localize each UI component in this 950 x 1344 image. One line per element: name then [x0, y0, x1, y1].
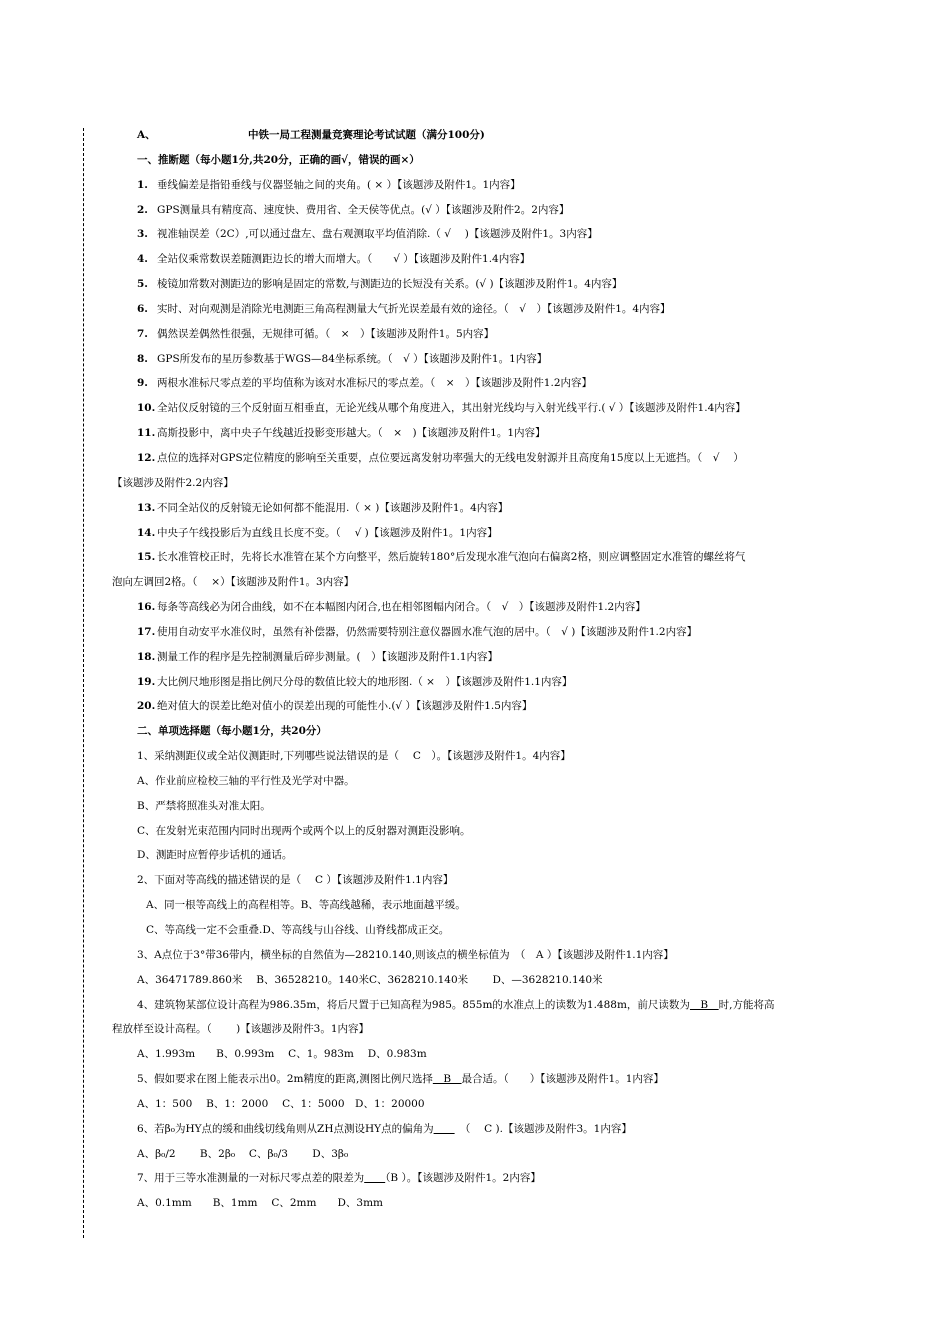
tf-question-text: 垂线偏差是指铅垂线与仪器竖轴之间的夹角。( × ）【该题涉及附件1。1内容】 [157, 178, 521, 191]
tf-question-number: 9. [137, 377, 148, 390]
tf-question-number: 17. [137, 625, 156, 638]
tf-question-number: 19. [137, 675, 156, 688]
title-prefix: A、 [137, 129, 156, 141]
tf-question-number: 3. [137, 228, 148, 241]
tf-question-number: 16. [137, 601, 156, 614]
mc-question-line: 1、采纳测距仪或全站仪测距时,下列哪些说法错误的是（ C ）。【该题涉及附件1。4内容】 [137, 750, 571, 763]
multiple-choice-list [112, 744, 838, 992]
tf-question-number: 8. [137, 352, 148, 365]
tf-question-number: 10. [137, 402, 156, 415]
tf-question-number: 2. [137, 203, 148, 216]
tf-question-item [112, 694, 838, 719]
tf-question-number: 6. [137, 302, 148, 315]
tf-question-number: 11. [137, 427, 156, 440]
section-1-heading: 一、推断题（每小题1分,共20分，正确的画√，错误的画×） [137, 153, 420, 166]
tf-question-text: 点位的选择对GPS定位精度的影响至关重要，点位要远离发射功率强大的无线电发射源并且高度角15度以上无遮挡。（ √ ） [157, 451, 744, 464]
question-7-line [112, 1166, 838, 1191]
q4-text-post: 时,方能将高 [718, 998, 775, 1011]
mc-question-line: 2、下面对等高线的描述错误的是（ C ）【该题涉及附件1.1内容】 [137, 874, 454, 887]
mc-question-line: A、36471789.860米 B、36528210。140米C、3628210.140米 D、—3628210.140米 [137, 973, 603, 986]
tf-question-item [112, 670, 838, 695]
tf-question-text: 视准轴误差（2C）,可以通过盘左、盘右观测取平均值消除.（ √ )【该题涉及附件1。3内容】 [157, 228, 598, 241]
tf-question-text: 偶然误差偶然性很强，无规律可循。（ × ）【该题涉及附件1。5内容】 [157, 327, 495, 340]
mc-question-line: C、在发射光束范围内同时出现两个或两个以上的反射器对测距没影响。 [137, 824, 471, 837]
tf-question-item [112, 247, 838, 272]
tf-question-number: 1. [137, 178, 148, 191]
question-5-line [112, 1067, 838, 1092]
exam-title-line [112, 123, 838, 148]
tf-question-item [112, 396, 838, 421]
question-4-line-1 [112, 993, 838, 1018]
mc-question-line: B、严禁将照准头对准太阳。 [137, 799, 271, 812]
tf-question-item [112, 446, 838, 471]
tf-question-text: 两根水准标尺零点差的平均值称为该对水准标尺的零点差。（ × ）【该题涉及附件1.2内容】 [157, 377, 592, 390]
q7-text-pre: 7、用于三等水准测量的一对标尺零点差的限差为 [137, 1172, 365, 1185]
mc-question-line: C、等高线一定不会重叠.D、等高线与山谷线、山脊线都成正交。 [146, 924, 450, 936]
tf-question-item [112, 496, 838, 521]
tf-question-text: 棱镜加常数对测距边的影响是固定的常数,与测距边的长短没有关系。(√ )【该题涉及附件1。4内容】 [157, 278, 623, 291]
section-2-heading: 二、单项选择题（每小题1分，共20分） [137, 725, 327, 738]
tf-question-text: 全站仪乘常数误差随测距边长的增大而增大。（ √ ）【该题涉及附件1.4内容】 [157, 253, 531, 266]
tf-question-number: 4. [137, 253, 148, 266]
tf-question-number: 14. [137, 526, 156, 539]
question-6-options: A、β₀/2 B、2β₀ C、β₀/3 D、3β₀ [137, 1147, 349, 1160]
tf-question-text: 全站仪反射镜的三个反射面互相垂直，无论光线从哪个角度进入，其出射光线均与入射光线平行.( √ ）【该题涉及附件1.4内容】 [157, 402, 746, 415]
tf-question-item [112, 645, 838, 670]
tf-question-text: 泡向左调回2格。（ ×）【该题涉及附件1。3内容】 [112, 576, 355, 589]
q4-text-pre: 4、建筑物某部位设计高程为986.35m，将后尺置于已知高程为985。855m的水准点上的读数为1.488m，前尺读数为 [137, 998, 690, 1011]
tf-question-text: 绝对值大的误差比绝对值小的误差出现的可能性小.(√ ）【该题涉及附件1.5内容】 [157, 700, 533, 713]
tf-question-item [112, 198, 838, 223]
q5-answer-blank: B [432, 1073, 462, 1086]
tf-question-continuation [112, 471, 838, 496]
tf-question-number: 13. [137, 501, 156, 514]
tf-question-text: 【该题涉及附件2.2内容】 [112, 476, 234, 489]
tf-question-text: GPS所发布的星历参数基于WGS—84坐标系统。（ √ ）【该题涉及附件1。1内容】 [157, 352, 548, 365]
q6-text-pre: 6、若β₀为HY点的缓和曲线切线角则从ZH点测设HY点的偏角为 [137, 1122, 434, 1135]
tf-question-text: 实时、对向观测是消除光电测距三角高程测量大气折光误差最有效的途径。（ √ ）【该题涉及附件1。4内容】 [157, 302, 671, 315]
tf-question-number: 20. [137, 700, 156, 713]
question-5-options: A、1：500 B、1：2000 C、1：5000 D、1：20000 [137, 1097, 425, 1110]
tf-question-item [112, 222, 838, 247]
tf-question-item [112, 173, 838, 198]
mc-question-line: A、同一根等高线上的高程相等。B、等高线越稀，表示地面越平缓。 [146, 899, 466, 912]
tf-question-number: 5. [137, 278, 148, 291]
tf-question-item [112, 545, 838, 570]
question-4-line-2: 程放样至设计高程。（ )【该题涉及附件3。1内容】 [112, 1023, 370, 1036]
q7-text-post: （B ）。【该题涉及附件1。2内容】 [385, 1172, 541, 1185]
tf-question-number: 12. [137, 451, 156, 464]
exam-content [112, 123, 838, 1216]
tf-question-number: 15. [137, 551, 156, 564]
mc-question-line: A、作业前应检校三轴的平行性及光学对中器。 [137, 774, 355, 787]
tf-question-item [112, 347, 838, 372]
tf-question-item [112, 297, 838, 322]
q5-text-pre: 5、假如要求在图上能表示出0。2m精度的距离,测图比例尺选择 [137, 1073, 433, 1086]
tf-question-item [112, 322, 838, 347]
mc-question-line: D、测距时应暂停步话机的通话。 [137, 849, 293, 862]
tf-question-text: 使用自动安平水准仪时，虽然有补偿器，仍然需要特别注意仪器圆水准气泡的居中。（ √ )【该题涉及附件1.2内容】 [157, 625, 698, 638]
q4-answer-blank: B [689, 998, 719, 1011]
exam-title: 中铁一局工程测量竞赛理论考试试题（满分100分) [248, 129, 485, 141]
tf-question-text: 每条等高线必为闭合曲线，如不在本幅图内闭合,也在相邻图幅内闭合。（ √ ）【该题涉及附件1.2内容】 [157, 601, 646, 614]
tf-question-continuation [112, 570, 838, 595]
mc-question-line: 3、A点位于3°带36带内，横坐标的自然值为—28210.140,则该点的横坐标值为 （ A ）【该题涉及附件1.1内容】 [137, 948, 674, 961]
tf-question-item [112, 421, 838, 446]
tf-question-item [112, 595, 838, 620]
question-6-line [112, 1117, 838, 1142]
tf-question-text: 长水准管校正时，先将长水准管在某个方向整平，然后旋转180°后发现水准气泡向右偏离2格，则应调整固定水准管的螺丝将气 [157, 551, 746, 564]
tf-question-text: 高斯投影中，离中央子午线越近投影变形越大。（ × )【该题涉及附件1。1内容】 [157, 427, 546, 440]
q7-answer-blank [364, 1172, 385, 1184]
tf-question-item [112, 272, 838, 297]
question-4-options: A、1.993m B、0.993m C、1。983m D、0.983m [137, 1048, 427, 1061]
tf-question-item [112, 620, 838, 645]
tf-question-number: 7. [137, 327, 148, 340]
tf-question-text: 测量工作的程序是先控制测量后碎步测量。( ）【该题涉及附件1.1内容】 [157, 650, 499, 663]
tf-question-text: 大比例尺地形图是指比例尺分母的数值比较大的地形图.（ × ）【该题涉及附件1.1内容】 [157, 675, 573, 688]
binding-margin-line [83, 128, 84, 1238]
true-false-list [112, 173, 838, 720]
tf-question-item [112, 371, 838, 396]
tf-question-number: 18. [137, 650, 156, 663]
tf-question-text: 中央子午线投影后为直线且长度不变。（ √ )【该题涉及附件1。1内容】 [157, 526, 498, 539]
q5-text-post: 最合适。（ ）【该题涉及附件1。1内容】 [461, 1073, 664, 1086]
question-7-options: A、0.1mm B、1mm C、2mm D、3mm [137, 1197, 383, 1210]
tf-question-item [112, 521, 838, 546]
tf-question-text: GPS测量具有精度高、速度快、费用省、全天侯等优点。(√ ）【该题涉及附件2。2内容】 [157, 203, 570, 216]
tf-question-text: 不同全站仪的反射镜无论如何都不能混用.（ × )【该题涉及附件1。4内容】 [157, 501, 509, 514]
q6-answer-blank [434, 1123, 455, 1135]
q6-text-post: （ C ).【该题涉及附件3。1内容】 [454, 1122, 632, 1135]
